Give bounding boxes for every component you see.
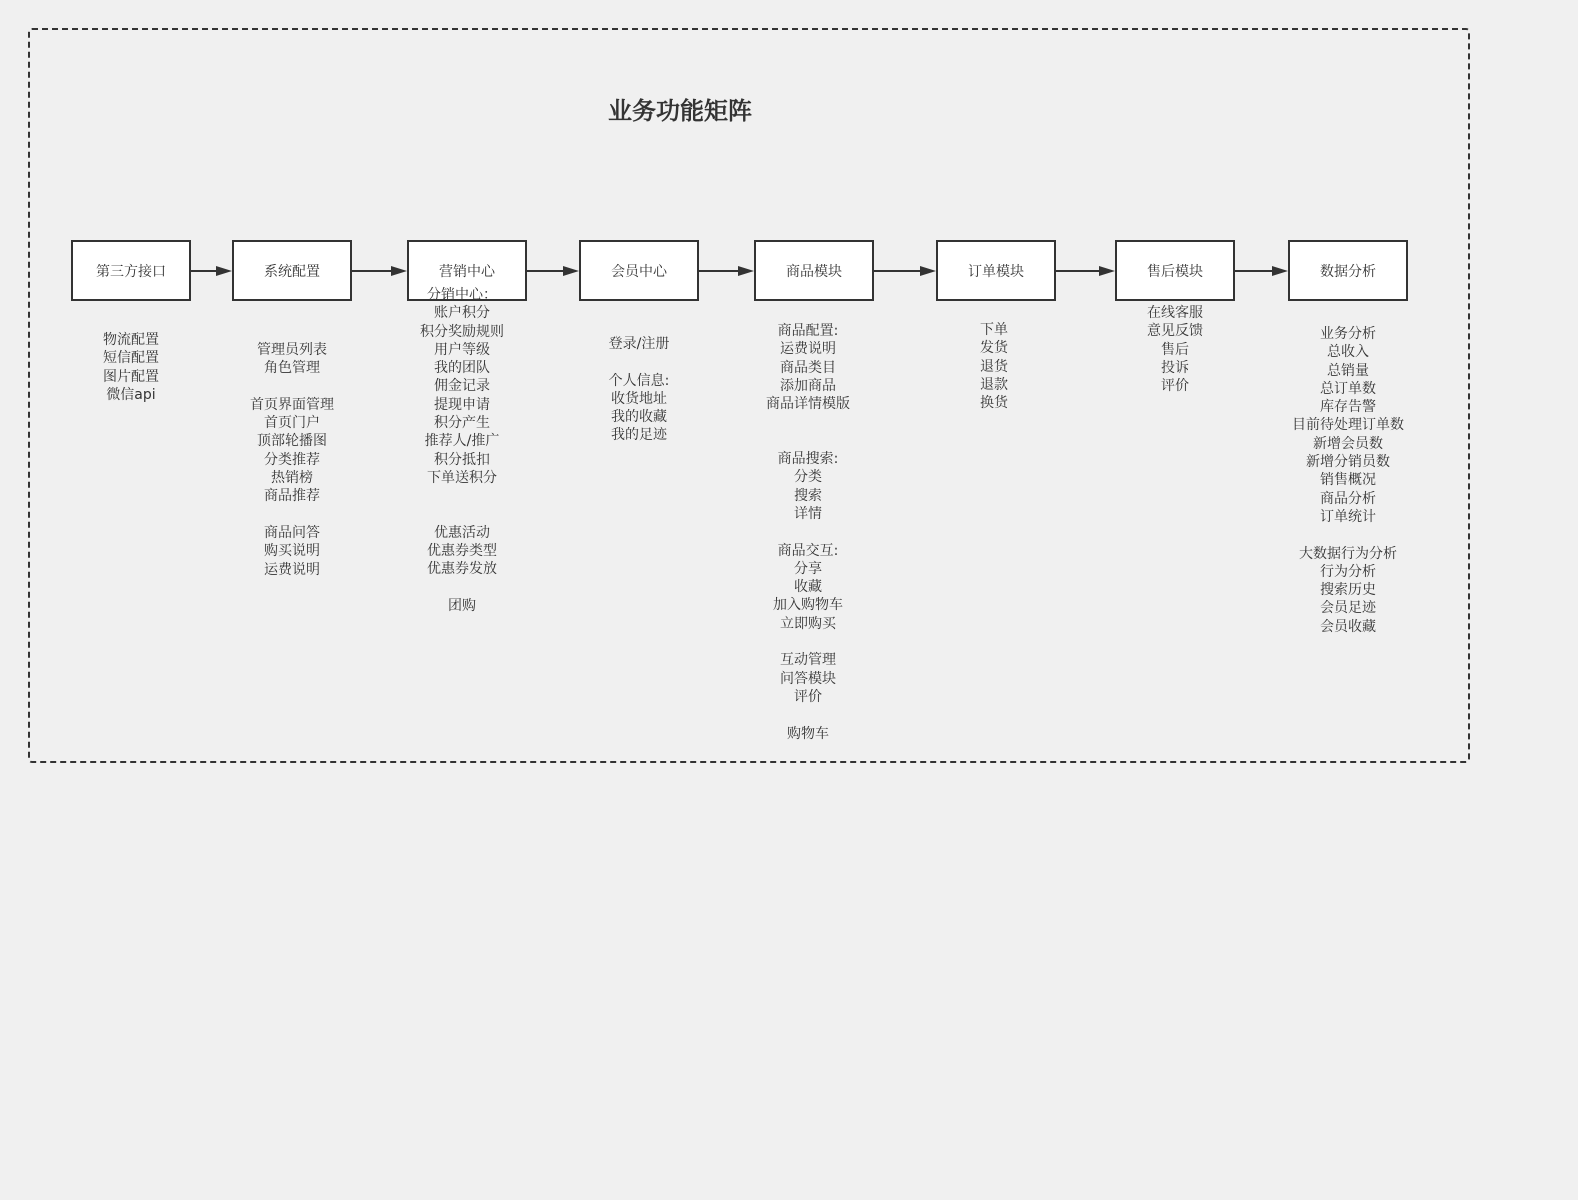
module-box-order: 订单模块 <box>936 240 1056 301</box>
item-spacer <box>362 487 562 505</box>
module-items-after-sales <box>1075 304 1275 395</box>
module-item: 售后 <box>1161 341 1189 358</box>
module-item: 行为分析 <box>1320 563 1376 580</box>
module-items-data-analysis <box>1248 325 1448 636</box>
module-item: 销售概况 <box>1320 472 1376 489</box>
module-item: 积分产生 <box>434 415 490 432</box>
module-item: 投诉 <box>1161 359 1189 376</box>
module-item: 新增会员数 <box>1313 435 1383 452</box>
module-item: 我的团队 <box>434 360 490 377</box>
module-items-marketing <box>362 286 562 615</box>
module-item: 互动管理 <box>780 652 836 669</box>
module-item: 分享 <box>794 560 822 577</box>
module-item: 优惠券发放 <box>427 561 497 578</box>
module-item: 添加商品 <box>780 377 836 394</box>
module-item: 优惠券类型 <box>427 543 497 560</box>
connector-arrow <box>352 266 407 276</box>
module-item: 提现申请 <box>434 396 490 413</box>
module-item: 角色管理 <box>264 360 320 377</box>
module-item: 积分奖励规则 <box>420 323 504 340</box>
module-item: 优惠活动 <box>434 524 490 541</box>
module-item: 新增分销员数 <box>1306 454 1390 471</box>
connector-arrow <box>527 266 579 276</box>
module-item: 我的足迹 <box>611 427 667 444</box>
module-item: 搜索历史 <box>1320 582 1376 599</box>
module-item: 首页界面管理 <box>250 396 334 413</box>
module-item: 商品搜索: <box>777 451 839 468</box>
module-item: 分类 <box>794 469 822 486</box>
item-spacer <box>708 633 908 651</box>
module-item: 库存告警 <box>1320 399 1376 416</box>
item-spacer <box>362 506 562 524</box>
module-items-order <box>894 321 1094 412</box>
module-item: 分销中心： <box>427 287 497 303</box>
module-item: 热销榜 <box>271 470 313 487</box>
module-box-third-party: 第三方接口 <box>71 240 191 301</box>
module-item: 商品交互: <box>777 542 839 559</box>
connector-arrow <box>191 266 232 276</box>
module-item: 商品配置: <box>777 323 839 339</box>
item-spacer <box>708 523 908 541</box>
module-item: 评价 <box>1161 378 1189 395</box>
module-item: 目前待处理订单数 <box>1292 417 1404 434</box>
module-box-marketing: 营销中心 <box>407 240 527 301</box>
module-item: 换货 <box>980 395 1008 412</box>
module-item: 顶部轮播图 <box>257 433 327 450</box>
module-item: 退货 <box>980 358 1008 375</box>
module-item: 分类推荐 <box>264 451 320 468</box>
connector-arrow <box>699 266 754 276</box>
item-spacer <box>708 413 908 431</box>
diagram-title: 业务功能矩阵 <box>608 97 752 125</box>
module-item: 管理员列表 <box>257 342 327 358</box>
connector-arrow <box>1235 266 1288 276</box>
module-item: 佣金记录 <box>434 378 490 395</box>
module-item: 订单统计 <box>1320 508 1376 525</box>
module-item: 退款 <box>980 376 1008 393</box>
module-box-data-analysis: 数据分析 <box>1288 240 1408 301</box>
module-box-after-sales: 售后模块 <box>1115 240 1235 301</box>
module-item: 首页门户 <box>264 415 320 432</box>
module-item: 业务分析 <box>1320 326 1376 342</box>
module-item: 团购 <box>448 598 476 615</box>
module-item: 大数据行为分析 <box>1299 545 1397 562</box>
module-box-product: 商品模块 <box>754 240 874 301</box>
module-item: 商品问答 <box>264 524 320 541</box>
module-item: 用户等级 <box>434 341 490 358</box>
module-item: 商品详情模版 <box>766 396 850 413</box>
module-item: 问答模块 <box>780 670 836 687</box>
module-item: 会员收藏 <box>1320 618 1376 635</box>
module-items-product <box>708 322 908 743</box>
module-item: 账户积分 <box>434 305 490 322</box>
module-item: 个人信息: <box>608 372 670 389</box>
item-spacer <box>708 432 908 450</box>
module-item: 意见反馈 <box>1147 323 1203 340</box>
module-item: 总销量 <box>1327 362 1369 379</box>
module-box-member: 会员中心 <box>579 240 699 301</box>
module-item: 微信api <box>106 386 156 403</box>
module-item: 会员足迹 <box>1320 600 1376 617</box>
module-item: 加入购物车 <box>773 597 843 614</box>
module-item: 物流配置 <box>103 332 159 348</box>
item-spacer <box>708 706 908 724</box>
module-item: 购买说明 <box>264 543 320 560</box>
module-item: 运费说明 <box>780 341 836 358</box>
module-item: 购物车 <box>787 725 829 742</box>
module-item: 推荐人/推广 <box>424 433 500 450</box>
module-item: 搜索 <box>794 487 822 504</box>
connector-arrow <box>874 266 936 276</box>
item-spacer <box>1248 526 1448 544</box>
module-item: 收藏 <box>794 579 822 596</box>
module-box-system-config: 系统配置 <box>232 240 352 301</box>
module-item: 登录/注册 <box>608 336 670 352</box>
module-item: 运费说明 <box>264 561 320 578</box>
module-item: 立即购买 <box>780 615 836 632</box>
module-item: 详情 <box>794 505 822 522</box>
module-item: 我的收藏 <box>611 409 667 426</box>
module-item: 下单送积分 <box>427 469 497 486</box>
module-item: 图片配置 <box>103 368 159 385</box>
module-item: 商品推荐 <box>264 488 320 505</box>
module-item: 总订单数 <box>1320 380 1376 397</box>
module-item: 总收入 <box>1327 344 1369 361</box>
item-spacer <box>362 579 562 597</box>
module-item: 评价 <box>794 688 822 705</box>
module-item: 发货 <box>980 340 1008 357</box>
module-item: 短信配置 <box>103 350 159 367</box>
module-item: 积分抵扣 <box>434 451 490 468</box>
module-item: 商品分析 <box>1320 490 1376 507</box>
module-item: 在线客服 <box>1147 305 1203 321</box>
module-item: 商品类目 <box>780 359 836 376</box>
connector-arrow <box>1056 266 1115 276</box>
module-item: 收货地址 <box>611 390 667 407</box>
module-item: 下单 <box>980 322 1008 338</box>
